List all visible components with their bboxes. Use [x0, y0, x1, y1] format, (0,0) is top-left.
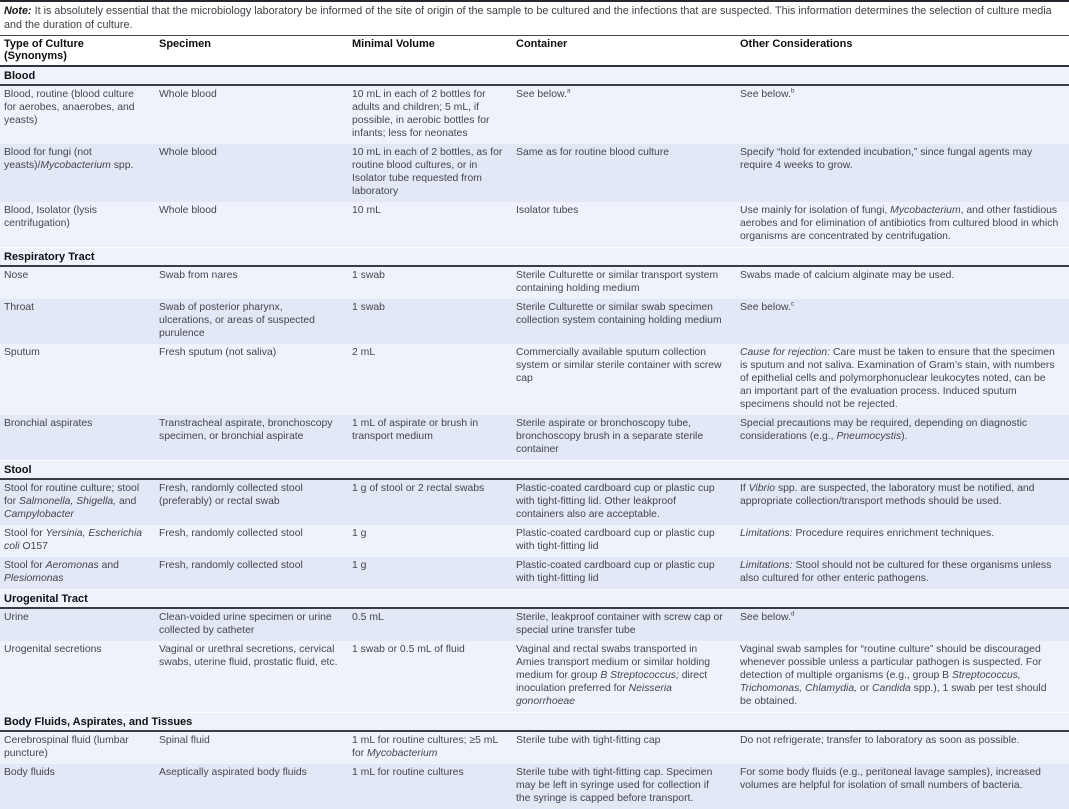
- cell-specimen: Clean-voided urine specimen or urine collected by catheter: [155, 608, 348, 641]
- cell-other-considerations: See below.$^c$: [736, 299, 1069, 344]
- column-header-other-considerations: Other Considerations: [736, 36, 1069, 67]
- table-row: [0, 557, 1069, 590]
- cell-specimen: Vaginal or urethral secretions, cervical swabs, uterine fluid, prostatic fluid, etc.: [155, 641, 348, 713]
- table-row: [0, 608, 1069, 641]
- cell-specimen: Aseptically aspirated body fluids: [155, 764, 348, 809]
- cell-type-of-culture: Throat: [0, 299, 155, 344]
- table-row: [0, 415, 1069, 461]
- column-header-minimal-volume: Minimal Volume: [348, 36, 512, 67]
- cell-type-of-culture: Stool for Aeromonas and Plesiomonas: [0, 557, 155, 590]
- cell-other-considerations: See below.$^b$: [736, 85, 1069, 144]
- cell-minimal-volume: 2 mL: [348, 344, 512, 415]
- cell-type-of-culture: Urine: [0, 608, 155, 641]
- cell-type-of-culture: Urogenital secretions: [0, 641, 155, 713]
- table-row: [0, 299, 1069, 344]
- section-header-row: [0, 590, 1069, 609]
- note-text: It is absolutely essential that the microbiology laboratory be informed of the site of origin of the sample to be cultured and the infections that are suspected. This information determines the selection of culture media and the duration of culture.: [4, 5, 1052, 32]
- cell-other-considerations: Limitations: Procedure requires enrichment techniques.: [736, 525, 1069, 557]
- section-title: Blood: [0, 66, 1069, 85]
- table-row: [0, 641, 1069, 713]
- column-header-specimen: Specimen: [155, 36, 348, 67]
- cell-type-of-culture: Blood, routine (blood culture for aerobes, anaerobes, and yeasts): [0, 85, 155, 144]
- table-body: [0, 66, 1069, 809]
- cell-minimal-volume: 10 mL in each of 2 bottles, as for routine blood cultures, or in Isolator tube requested from laboratory: [348, 144, 512, 202]
- table-header: [0, 36, 1069, 67]
- cell-type-of-culture: Blood for fungi (not yeasts)/Mycobacterium spp.: [0, 144, 155, 202]
- cell-container: Sterile aspirate or bronchoscopy tube, bronchoscopy brush in a separate sterile container: [512, 415, 736, 461]
- cell-type-of-culture: Blood, Isolator (lysis centrifugation): [0, 202, 155, 248]
- cell-other-considerations: Cause for rejection: Care must be taken to ensure that the specimen is sputum and not saliva. Examination of Gram’s stain, with numbers of epithelial cells and polymorphonuclear leukocytes noted, can be an important part of the evaluation process. Induced sputum specimens should not be rejected.: [736, 344, 1069, 415]
- section-title: Body Fluids, Aspirates, and Tissues: [0, 713, 1069, 732]
- cell-container: Sterile, leakproof container with screw cap or special urine transfer tube: [512, 608, 736, 641]
- cell-minimal-volume: 1 swab or 0.5 mL of fluid: [348, 641, 512, 713]
- table-row: [0, 85, 1069, 144]
- cell-container: Same as for routine blood culture: [512, 144, 736, 202]
- cell-specimen: Spinal fluid: [155, 731, 348, 764]
- cell-type-of-culture: Bronchial aspirates: [0, 415, 155, 461]
- table-row: [0, 266, 1069, 299]
- cell-minimal-volume: 1 g of stool or 2 rectal swabs: [348, 479, 512, 525]
- cell-container: Sterile Culturette or similar swab specimen collection system containing holding medium: [512, 299, 736, 344]
- cell-minimal-volume: 1 swab: [348, 266, 512, 299]
- section-header-row: [0, 713, 1069, 732]
- section-header-row: [0, 248, 1069, 267]
- cell-minimal-volume: 1 mL for routine cultures: [348, 764, 512, 809]
- cell-specimen: Fresh, randomly collected stool: [155, 557, 348, 590]
- cell-specimen: Whole blood: [155, 85, 348, 144]
- column-header-type-of-culture: Type of Culture (Synonyms): [0, 36, 155, 67]
- cell-container: Commercially available sputum collection system or similar sterile container with screw cap: [512, 344, 736, 415]
- section-header-row: [0, 66, 1069, 85]
- cell-other-considerations: Use mainly for isolation of fungi, Mycobacterium, and other fastidious aerobes and for elimination of antibiotics from cultured blood in which organisms are concentrated by centrifugation.: [736, 202, 1069, 248]
- table-row: [0, 202, 1069, 248]
- cell-type-of-culture: Cerebrospinal fluid (lumbar puncture): [0, 731, 155, 764]
- cell-container: See below.$^a$: [512, 85, 736, 144]
- cell-type-of-culture: Sputum: [0, 344, 155, 415]
- cell-container: Sterile tube with tight-fitting cap: [512, 731, 736, 764]
- cell-minimal-volume: 1 g: [348, 557, 512, 590]
- cell-minimal-volume: 10 mL in each of 2 bottles for adults and children; 5 mL, if possible, in aerobic bottles for infants; less for neonates: [348, 85, 512, 144]
- specimen-collection-table: [0, 35, 1069, 809]
- cell-specimen: Fresh sputum (not saliva): [155, 344, 348, 415]
- cell-specimen: Swab of posterior pharynx, ulcerations, or areas of suspected purulence: [155, 299, 348, 344]
- table-row: [0, 344, 1069, 415]
- cell-specimen: Transtracheal aspirate, bronchoscopy specimen, or bronchial aspirate: [155, 415, 348, 461]
- cell-minimal-volume: 1 swab: [348, 299, 512, 344]
- cell-other-considerations: If Vibrio spp. are suspected, the laboratory must be notified, and appropriate collection/transport methods should be used.: [736, 479, 1069, 525]
- section-title: Respiratory Tract: [0, 248, 1069, 267]
- cell-container: Plastic-coated cardboard cup or plastic cup with tight-fitting lid: [512, 525, 736, 557]
- table-row: [0, 479, 1069, 525]
- section-header-row: [0, 461, 1069, 480]
- cell-other-considerations: Do not refrigerate; transfer to laboratory as soon as possible.: [736, 731, 1069, 764]
- cell-minimal-volume: 10 mL: [348, 202, 512, 248]
- note-label: Note:: [4, 5, 32, 17]
- cell-container: Plastic-coated cardboard cup or plastic cup with tight-fitting lid. Other leakproof containers also are acceptable.: [512, 479, 736, 525]
- cell-minimal-volume: 1 mL for routine cultures; ≥5 mL for Mycobacterium: [348, 731, 512, 764]
- cell-container: Isolator tubes: [512, 202, 736, 248]
- table-row: [0, 764, 1069, 809]
- cell-specimen: Whole blood: [155, 202, 348, 248]
- cell-type-of-culture: Stool for Yersinia, Escherichia coli O157: [0, 525, 155, 557]
- cell-container: Plastic-coated cardboard cup or plastic cup with tight-fitting lid: [512, 557, 736, 590]
- cell-container: Vaginal and rectal swabs transported in Amies transport medium or similar holding medium for group B Streptococcus; direct inoculation preferred for Neisseria gonorrhoeae: [512, 641, 736, 713]
- cell-other-considerations: Limitations: Stool should not be cultured for these organisms unless also cultured for other enteric pathogens.: [736, 557, 1069, 590]
- cell-specimen: Fresh, randomly collected stool (preferably) or rectal swab: [155, 479, 348, 525]
- table-row: [0, 525, 1069, 557]
- cell-specimen: Fresh, randomly collected stool: [155, 525, 348, 557]
- section-title: Stool: [0, 461, 1069, 480]
- section-title: Urogenital Tract: [0, 590, 1069, 609]
- cell-minimal-volume: 1 mL of aspirate or brush in transport medium: [348, 415, 512, 461]
- header-row: [0, 36, 1069, 67]
- cell-specimen: Swab from nares: [155, 266, 348, 299]
- cell-specimen: Whole blood: [155, 144, 348, 202]
- cell-other-considerations: Swabs made of calcium alginate may be used.: [736, 266, 1069, 299]
- cell-type-of-culture: Body fluids: [0, 764, 155, 809]
- cell-other-considerations: Vaginal swab samples for “routine culture” should be discouraged whenever possible unless a particular pathogen is suspected. For detection of multiple organisms (e.g., group B Streptococcus, Trichomonas, Chlamydia, or Candida spp.), 1 swab per test should be obtained.: [736, 641, 1069, 713]
- cell-other-considerations: For some body fluids (e.g., peritoneal lavage samples), increased volumes are helpful for isolation of small numbers of bacteria.: [736, 764, 1069, 809]
- cell-type-of-culture: Stool for routine culture; stool for Salmonella, Shigella, and Campylobacter: [0, 479, 155, 525]
- cell-other-considerations: Specify “hold for extended incubation,” since fungal agents may require 4 weeks to grow.: [736, 144, 1069, 202]
- cell-other-considerations: See below.$^d$: [736, 608, 1069, 641]
- cell-minimal-volume: 0.5 mL: [348, 608, 512, 641]
- column-header-container: Container: [512, 36, 736, 67]
- table-row: [0, 731, 1069, 764]
- table-row: [0, 144, 1069, 202]
- table-note: [0, 2, 1069, 35]
- cell-container: Sterile Culturette or similar transport system containing holding medium: [512, 266, 736, 299]
- cell-other-considerations: Special precautions may be required, depending on diagnostic considerations (e.g., Pneumocystis).: [736, 415, 1069, 461]
- cell-minimal-volume: 1 g: [348, 525, 512, 557]
- cell-type-of-culture: Nose: [0, 266, 155, 299]
- cell-container: Sterile tube with tight-fitting cap. Specimen may be left in syringe used for collection if the syringe is capped before transport.: [512, 764, 736, 809]
